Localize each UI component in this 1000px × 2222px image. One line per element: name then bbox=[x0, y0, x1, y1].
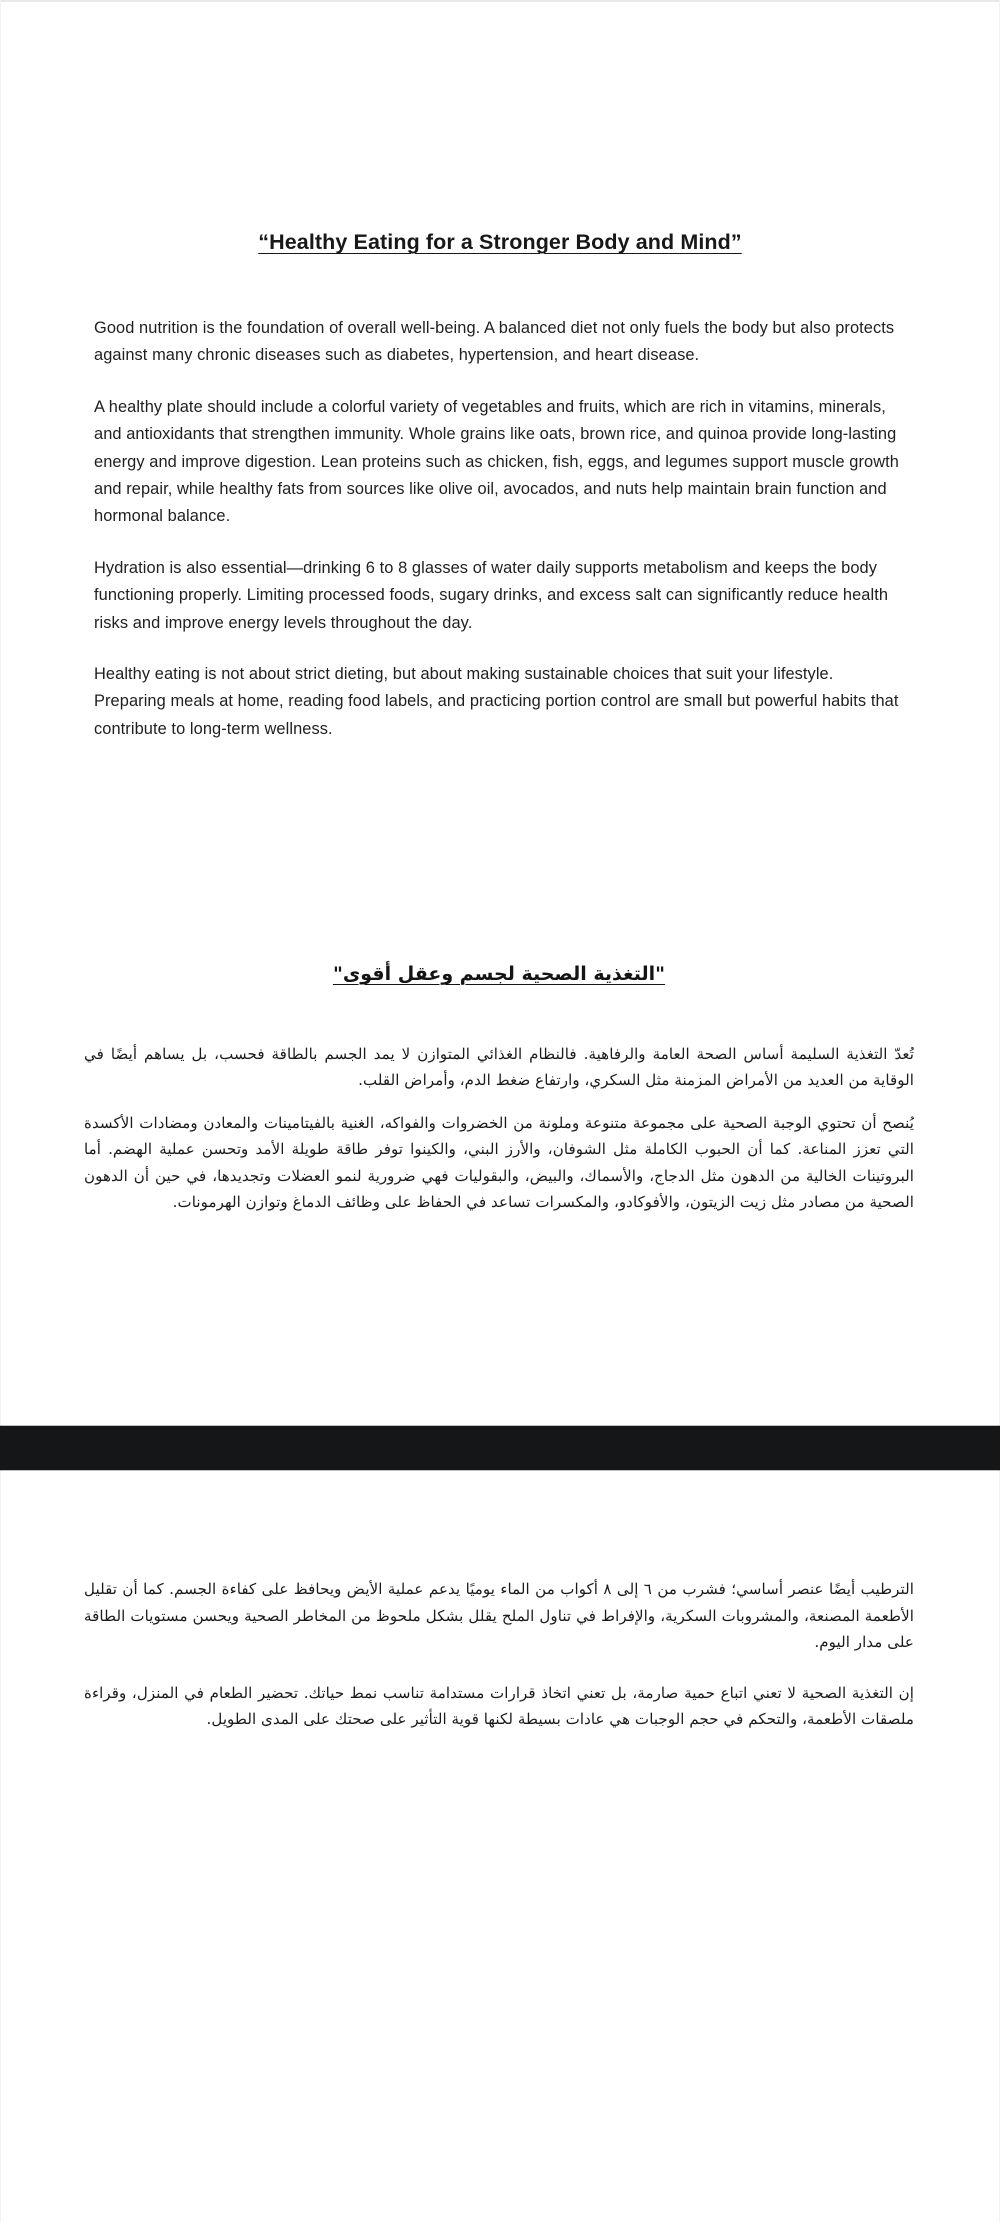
english-paragraph-2: A healthy plate should include a colorful variety of vegetables and fruits, which are rich in vitamins, minerals, and antioxidants that strengthen immunity. Whole grains like oats, brown rice, and quinoa provide long-lasting energy and improve digestion. Lean proteins such as chicken, fish, eggs, and legumes support muscle growth and repair, while healthy fats from sources like olive oil, avocados, and nuts help maintain brain function and hormonal balance. bbox=[94, 397, 899, 526]
page-title bbox=[94, 228, 906, 257]
arabic-page-title-text: "التغذية الصحية لجسم وعقل أقوى" bbox=[332, 963, 666, 985]
top-hairline-divider bbox=[0, 0, 1000, 2]
page-break-separator bbox=[0, 1426, 1000, 1470]
english-section bbox=[94, 228, 906, 743]
arabic-section-page-two bbox=[84, 1576, 914, 1733]
arabic-body-page-one bbox=[84, 1041, 914, 1217]
page-edge-left bbox=[0, 0, 1, 2222]
english-body bbox=[94, 315, 906, 743]
arabic-section-page-one bbox=[84, 960, 914, 1216]
arabic-page-title bbox=[84, 960, 914, 989]
arabic-paragraph-2: يُنصح أن تحتوي الوجبة الصحية على مجموعة متنوعة وملونة من الخضروات والفواكه، الغنية بالفيتامينات والمعادن ومضادات الأكسدة التي تعزز المناعة. كما أن الحبوب الكاملة مثل الشوفان، والأرز البني، والكينوا توفر طاقة طويلة الأمد وتحسن عملية الهضم. أما البروتينات الخالية من الدهون مثل الدجاج، والأسماك، والبيض، والبقوليات فهي ضرورية لنمو العضلات وتجديدها، في حين أن الدهون الصحية من مصادر مثل زيت الزيتون، والأفوكادو، والمكسرات تساعد في الحفاظ على وظائف الدماغ وتوازن الهرمونات. bbox=[84, 1113, 914, 1212]
arabic-paragraph-4: إن التغذية الصحية لا تعني اتباع حمية صارمة، بل تعني اتخاذ قرارات مستدامة تناسب نمط حياتك. تحضير الطعام في المنزل، وقراءة ملصقات الأطعمة، والتحكم في حجم الوجبات هي عادات بسيطة لكنها قوية التأثير على صحتك على المدى الطويل. bbox=[84, 1683, 914, 1729]
page-title-text: “Healthy Eating for a Stronger Body and Mind” bbox=[258, 230, 742, 254]
arabic-paragraph-3: الترطيب أيضًا عنصر أساسي؛ فشرب من ٦ إلى ٨ أكواب من الماء يوميًا يدعم عملية الأيض ويحافظ على كفاءة الجسم. كما أن تقليل الأطعمة المصنعة، والمشروبات السكرية، والإفراط في تناول الملح يقلل بشكل ملحوظ من المخاطر الصحية ويحسن مستويات الطاقة على مدار اليوم. bbox=[84, 1580, 914, 1652]
english-paragraph-3: Hydration is also essential—drinking 6 to 8 glasses of water daily supports metabolism and keeps the body functioning properly. Limiting processed foods, sugary drinks, and excess salt can significantly reduce health risks and improve energy levels throughout the day. bbox=[94, 558, 889, 632]
english-paragraph-4: Healthy eating is not about strict dieting, but about making sustainable choices that suit your lifestyle. Preparing meals at home, reading food labels, and practicing portion control are small but powerful habits that contribute to long-term wellness. bbox=[94, 664, 899, 738]
arabic-paragraph-1: تُعدّ التغذية السليمة أساس الصحة العامة والرفاهية. فالنظام الغذائي المتوازن لا يمد الجسم بالطاقة فحسب، بل يساهم أيضًا في الوقاية من العديد من الأمراض المزمنة مثل السكري، وارتفاع ضغط الدم، وأمراض القلب. bbox=[84, 1044, 914, 1090]
english-paragraph-1: Good nutrition is the foundation of overall well-being. A balanced diet not only fuels the body but also protects against many chronic diseases such as diabetes, hypertension, and heart disease. bbox=[94, 319, 895, 365]
page-break-edge-top bbox=[0, 1425, 1000, 1426]
page-break-edge-bottom bbox=[0, 1470, 1000, 1471]
